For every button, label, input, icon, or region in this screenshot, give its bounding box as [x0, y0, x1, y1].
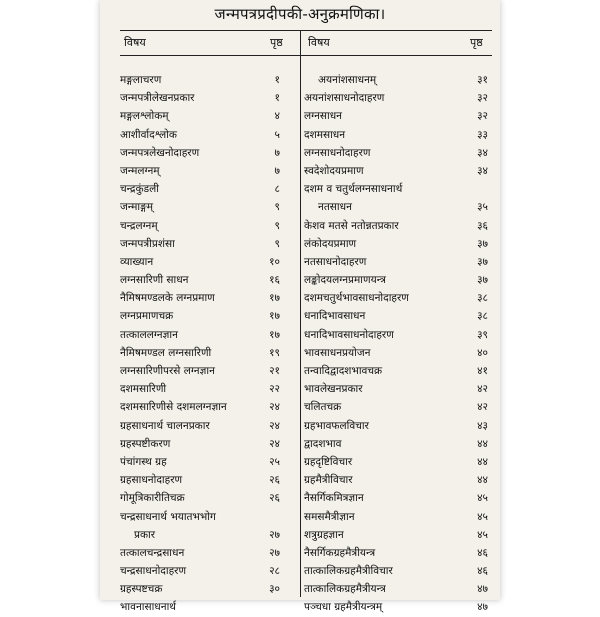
entry-subject: धनादिभावसाधनोदाहरण [304, 328, 394, 341]
entry-page-number: १७ [269, 310, 280, 323]
entry-page-number: ९ [274, 201, 280, 214]
entry-subject: चन्द्रलग्नम् [120, 219, 158, 232]
list-item [120, 580, 298, 598]
list-item [120, 126, 298, 144]
list-item [304, 253, 492, 271]
entry-subject: ग्रहसाधनोदाहरण [120, 474, 183, 487]
entry-subject: भावनासाधनार्थ [120, 601, 177, 614]
entry-subject: ग्रहस्पष्टीकरण [120, 437, 171, 450]
entry-subject: शत्रुग्रहज्ञान [304, 528, 344, 541]
entry-subject: दशमसारिणी [120, 383, 167, 396]
list-item [304, 398, 492, 416]
list-item [120, 107, 298, 125]
entry-page-number: ४१ [477, 365, 488, 377]
entry-subject: चन्द्रकुंडली [120, 183, 160, 196]
list-item [304, 471, 492, 489]
entry-page-number: २६ [269, 492, 280, 505]
entry-subject: तन्वादिद्वादशभावचक्र [304, 365, 383, 377]
entry-page-number: ४२ [477, 383, 488, 396]
entry-page-number: ४ [274, 110, 280, 123]
index-page [100, 0, 500, 614]
left-column [120, 71, 298, 617]
list-item [120, 471, 298, 489]
entry-page-number: ४६ [477, 546, 488, 559]
list-item [120, 71, 298, 89]
entry-subject: गोमूत्रिकारीतिचक्र [120, 492, 185, 505]
list-item [304, 598, 492, 616]
entry-subject: ग्रहदृष्टिविचार [304, 455, 353, 468]
entry-page-number: ४५ [477, 528, 488, 541]
list-item [304, 217, 492, 235]
entry-subject: लग्नप्रमाणचक्र [120, 310, 174, 323]
entry-subject: ग्रहसाधनार्थ चालनप्रकार [120, 419, 210, 432]
list-item [120, 362, 298, 380]
entry-page-number: ८ [274, 183, 280, 196]
list-item [120, 162, 298, 180]
entry-page-number: १ [274, 92, 280, 105]
list-item [120, 235, 298, 253]
list-item [304, 435, 492, 453]
entry-subject: नैसर्गिकग्रहमैत्रीयन्त्र [304, 546, 376, 559]
entry-page-number: ३० [269, 583, 280, 596]
entry-page-number: ९ [274, 237, 280, 250]
entry-page-number: ४० [477, 346, 488, 359]
entry-page-number: ३७ [477, 274, 488, 287]
entry-subject: नतसाधनोदाहरण [304, 255, 367, 268]
entry-subject: भावसाधनप्रयोजन [304, 346, 371, 359]
entry-page-number: २७ [269, 528, 280, 541]
entry-page-number: ४७ [477, 601, 488, 614]
entry-page-number: ४३ [477, 419, 488, 432]
entry-subject: नैमिषमण्डलके लग्नप्रमाण [120, 292, 215, 305]
list-item [304, 271, 492, 289]
entry-subject: जन्मपत्रीलेखनप्रकार [120, 92, 195, 105]
entry-page-number: ३२ [477, 110, 488, 123]
entry-page-number: २४ [269, 437, 280, 450]
entry-page-number: ४७ [477, 583, 488, 596]
entry-page-number: २६ [269, 474, 280, 487]
list-item [304, 362, 492, 380]
entry-page-number: ४५ [477, 510, 488, 523]
entry-page-number: २८ [269, 565, 280, 578]
list-item [304, 580, 492, 598]
list-item [304, 526, 492, 544]
entry-subject: अयनांशसाधनोदाहरण [304, 92, 385, 105]
list-item [304, 508, 492, 526]
entry-subject: नैसर्गिकमित्रज्ञान [304, 492, 364, 505]
entry-subject: जन्माङ्गम् [120, 201, 154, 214]
entry-subject: केशव मतसे नतोन्नतप्रकार [304, 219, 399, 232]
list-item [120, 598, 298, 616]
entry-page-number: ४६ [477, 565, 488, 578]
entry-subject: तत्कालचन्द्रसाधन [120, 546, 185, 559]
entry-subject: लग्नसाधनोदाहरण [304, 146, 371, 159]
entry-subject: मङ्गलाचरण [120, 74, 162, 86]
list-item [120, 417, 298, 435]
entry-page-number: ४५ [477, 492, 488, 505]
list-item [120, 89, 298, 107]
entry-subject: नैमिषमण्डल लग्नसारिणी [120, 346, 212, 359]
list-item [120, 217, 298, 235]
entry-subject: प्रकार [134, 528, 156, 541]
entry-page-number: ३२ [477, 92, 488, 105]
entry-subject: दशमचतुर्थभावसाधनोदाहरण [304, 292, 409, 305]
list-item [120, 380, 298, 398]
entry-subject: दशमसाधन [304, 128, 346, 141]
entry-subject: ग्रहमैत्रीविचार [304, 474, 353, 487]
entry-page-number: ९ [274, 219, 280, 232]
list-item [304, 562, 492, 580]
entry-subject: लंकोदयप्रमाण [304, 237, 357, 250]
entry-page-number: २१ [269, 365, 280, 377]
right-subject-header: विषय [308, 36, 330, 49]
entry-page-number: १ [274, 74, 280, 86]
entry-subject: जन्मपत्रलेखनोदाहरण [120, 146, 200, 159]
entry-subject: तात्कालिकग्रहमैत्रीविचार [304, 565, 393, 578]
list-item [120, 198, 298, 216]
entry-page-number: ३४ [477, 146, 488, 159]
entry-subject: नतसाधन [318, 201, 352, 214]
entry-page-number: ७ [274, 146, 280, 159]
entry-page-number: ७ [274, 164, 280, 177]
list-item [120, 326, 298, 344]
list-item [120, 398, 298, 416]
entry-page-number: २४ [269, 401, 280, 414]
list-item [304, 380, 492, 398]
entry-page-number: ३६ [477, 219, 488, 232]
list-item [120, 508, 298, 526]
list-item [304, 453, 492, 471]
list-item [304, 162, 492, 180]
entry-subject: ग्रहस्पष्टचक्र [120, 583, 163, 596]
entry-page-number: ४४ [477, 437, 488, 450]
entry-page-number: ३३ [477, 128, 488, 141]
entry-subject: लग्नसारिणी साधन [120, 274, 189, 287]
entry-page-number: १० [269, 255, 280, 268]
entry-page-number: ४४ [477, 474, 488, 487]
list-item [304, 289, 492, 307]
list-item [120, 453, 298, 471]
entry-subject: लङ्कोदयलग्नप्रमाणयन्त्र [304, 274, 386, 287]
list-item [120, 271, 298, 289]
list-item [120, 489, 298, 507]
list-item [304, 144, 492, 162]
entry-subject: स्वदेशोदयप्रमाण [304, 164, 364, 177]
list-item [120, 562, 298, 580]
list-item [304, 307, 492, 325]
list-item [304, 417, 492, 435]
entry-page-number: २२ [269, 383, 280, 396]
list-item [120, 526, 298, 544]
list-item [304, 344, 492, 362]
list-item [120, 289, 298, 307]
list-item [304, 71, 492, 89]
entry-subject: मङ्गलश्लोकम् [120, 110, 169, 123]
entry-subject: द्वादशभाव [304, 437, 342, 450]
entry-subject: चन्द्रसाधनोदाहरण [120, 565, 187, 578]
right-page-header: पृष्ठ [470, 36, 483, 49]
entry-page-number: ३८ [477, 292, 488, 305]
list-item [304, 107, 492, 125]
list-item [120, 344, 298, 362]
entry-subject: जन्मलग्नम् [120, 164, 160, 177]
entry-page-number: ३१ [477, 74, 488, 86]
entry-subject: लग्नसारिणीपरसे लग्नज्ञान [120, 365, 215, 377]
entry-subject: चन्द्रसाधनार्थ भयातभभोग [120, 510, 216, 523]
column-divider [300, 31, 301, 597]
index-table [120, 30, 492, 614]
entry-subject: अयनांशसाधनम् [318, 74, 377, 86]
entry-page-number: २७ [269, 546, 280, 559]
list-item [304, 235, 492, 253]
entry-page-number: ४४ [477, 455, 488, 468]
entry-subject: पञ्चधा ग्रहमैत्रीयन्त्रम् [304, 601, 383, 614]
entry-subject: लग्नसाधन [304, 110, 342, 123]
entry-subject: दशमसारिणीसे दशमलग्नज्ञान [120, 401, 227, 414]
entry-page-number: ३४ [477, 164, 488, 177]
entry-subject: भावलेखनप्रकार [304, 383, 363, 396]
entry-page-number: २५ [269, 455, 280, 468]
page-title: जन्मपत्रप्रदीपकी-अनुक्रमणिका। [214, 5, 386, 23]
list-item [120, 180, 298, 198]
entry-page-number: २४ [269, 419, 280, 432]
entry-page-number: ३७ [477, 255, 488, 268]
list-item [120, 144, 298, 162]
list-item [120, 253, 298, 271]
entry-page-number: १९ [269, 346, 280, 359]
list-item [304, 180, 492, 198]
list-item [304, 198, 492, 216]
entry-subject: ग्रहभावफलविचार [304, 419, 369, 432]
right-column [304, 71, 492, 617]
entry-subject: धनादिभावसाधन [304, 310, 366, 323]
list-item [120, 307, 298, 325]
entry-page-number: ३८ [477, 310, 488, 323]
left-page-header: पृष्ठ [270, 36, 283, 49]
entry-subject: तत्काललग्नज्ञान [120, 328, 178, 341]
entry-subject: आशीर्वादश्लोक [120, 128, 177, 141]
list-item [304, 89, 492, 107]
left-subject-header: विषय [124, 36, 146, 49]
list-item [304, 126, 492, 144]
entry-page-number: ३७ [477, 237, 488, 250]
entry-subject: पंचांगस्थ ग्रह [120, 455, 167, 468]
entry-page-number: ३५ [477, 201, 488, 214]
entry-subject: तात्कालिकग्रहमैत्रीयन्त्र [304, 583, 386, 596]
list-item [120, 435, 298, 453]
entry-subject: व्याख्यान [120, 255, 154, 268]
table-header [120, 31, 492, 56]
list-item [304, 489, 492, 507]
entry-page-number: १७ [269, 328, 280, 341]
entry-page-number: १६ [269, 274, 280, 287]
entry-page-number: ५ [274, 128, 280, 141]
entry-page-number: १७ [269, 292, 280, 305]
list-item [120, 544, 298, 562]
entry-subject: समसमैत्रीज्ञान [304, 510, 355, 523]
entry-subject: चलितचक्र [304, 401, 342, 414]
entry-subject: जन्मपत्रीप्रशंसा [120, 237, 175, 250]
entry-page-number: ३९ [477, 328, 488, 341]
list-item [304, 326, 492, 344]
entry-page-number: ४२ [477, 401, 488, 414]
list-item [304, 544, 492, 562]
entry-subject: दशम व चतुर्थलग्नसाधनार्थ [304, 183, 403, 196]
